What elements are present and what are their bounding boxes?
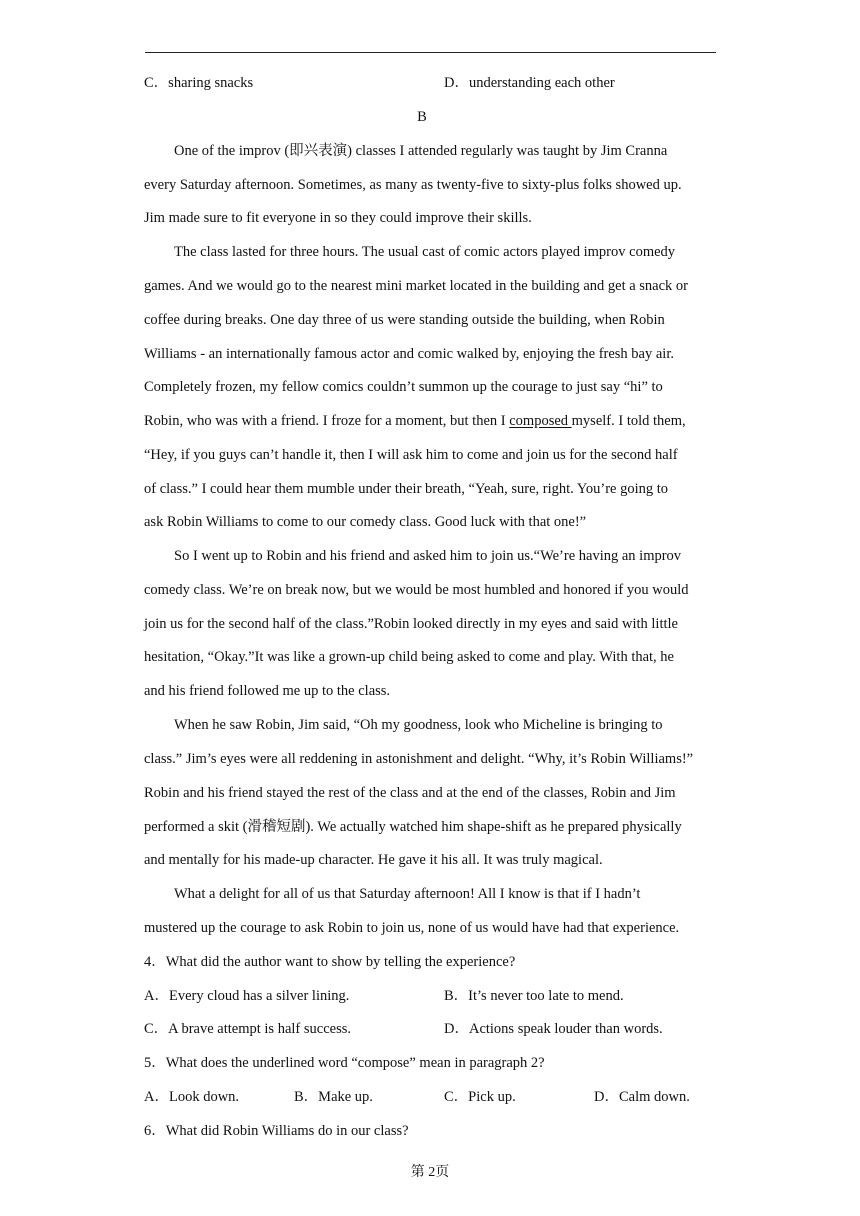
text-line: coffee during breaks. One day three of us were standing outside the building, when Robin xyxy=(144,312,665,328)
option-c: C．Pick up. xyxy=(444,1089,516,1105)
option-b: B．Make up. xyxy=(294,1089,373,1105)
text-line: hesitation, “Okay.”It was like a grown-up child being asked to come and play. With that, he xyxy=(144,649,674,665)
text-line xyxy=(144,412,686,430)
section-letter: B xyxy=(417,109,427,125)
text-line: mustered up the courage to ask Robin to join us, none of us would have had that experience. xyxy=(144,920,680,936)
text-line: The class lasted for three hours. The usual cast of comic actors played improv comedy xyxy=(174,244,676,260)
text-line: and mentally for his made-up character. He gave it his all. It was truly magical. xyxy=(144,852,603,868)
option-c: C．A brave attempt is half success. xyxy=(144,1021,351,1037)
text-line: join us for the second half of the class.”Robin looked directly in my eyes and said with little xyxy=(144,616,678,632)
text-line: What a delight for all of us that Saturday afternoon! All I know is that if I hadn’t xyxy=(174,886,641,902)
question-stem: 5．What does the underlined word “compose” mean in paragraph 2? xyxy=(144,1055,545,1071)
option-a: A．Every cloud has a silver lining. xyxy=(144,988,350,1004)
text-line: Jim made sure to fit everyone in so they could improve their skills. xyxy=(144,210,532,226)
text-line: games. And we would go to the nearest mini market located in the building and get a snack or xyxy=(144,278,689,294)
text-line: So I went up to Robin and his friend and asked him to join us.“We’re having an improv xyxy=(174,548,682,564)
question-stem: 6．What did Robin Williams do in our class? xyxy=(144,1123,409,1139)
text-line: Robin and his friend stayed the rest of the class and at the end of the classes, Robin and Jim xyxy=(144,785,676,801)
option-d: D．Calm down. xyxy=(594,1089,690,1105)
text-line: of class.” I could hear them mumble under their breath, “Yeah, sure, right. You’re going to xyxy=(144,481,669,497)
text-segment: Robin, who was with a friend. I froze for a moment, but then I xyxy=(144,413,510,429)
text-line: When he saw Robin, Jim said, “Oh my goodness, look who Micheline is bringing to xyxy=(174,717,663,733)
underlined-word-composed: composed xyxy=(509,413,572,429)
text-line: “Hey, if you guys can’t handle it, then I will ask him to come and join us for the second half xyxy=(144,447,678,463)
text-line: performed a skit (滑稽短剧). We actually watched him shape-shift as he prepared physically xyxy=(144,819,682,835)
text-line: Williams - an internationally famous actor and comic walked by, enjoying the fresh bay air. xyxy=(144,346,674,362)
text-line: every Saturday afternoon. Sometimes, as many as twenty-five to sixty-plus folks showed up. xyxy=(144,177,682,193)
page-number: 第 2页 xyxy=(410,1165,450,1180)
text-segment: myself. I told them, xyxy=(571,413,686,429)
text-line: class.” Jim’s eyes were all reddening in astonishment and delight. “Why, it’s Robin Williams!” xyxy=(144,751,694,767)
option-b: B．It’s never too late to mend. xyxy=(444,988,624,1004)
header-rule xyxy=(145,52,716,53)
text-line: One of the improv (即兴表演) classes I attended regularly was taught by Jim Cranna xyxy=(174,143,668,159)
option-c-prev: C．sharing snacks xyxy=(144,75,254,91)
question-stem: 4．What did the author want to show by telling the experience? xyxy=(144,954,516,970)
option-d-prev: D．understanding each other xyxy=(444,75,615,91)
option-d: D．Actions speak louder than words. xyxy=(444,1021,663,1037)
text-line: ask Robin Williams to come to our comedy class. Good luck with that one!” xyxy=(144,514,587,530)
option-a: A．Look down. xyxy=(144,1089,240,1105)
text-line: Completely frozen, my fellow comics couldn’t summon up the courage to just say “hi” to xyxy=(144,379,663,395)
text-line: comedy class. We’re on break now, but we would be most humbled and honored if you would xyxy=(144,582,689,598)
text-line: and his friend followed me up to the class. xyxy=(144,683,391,699)
